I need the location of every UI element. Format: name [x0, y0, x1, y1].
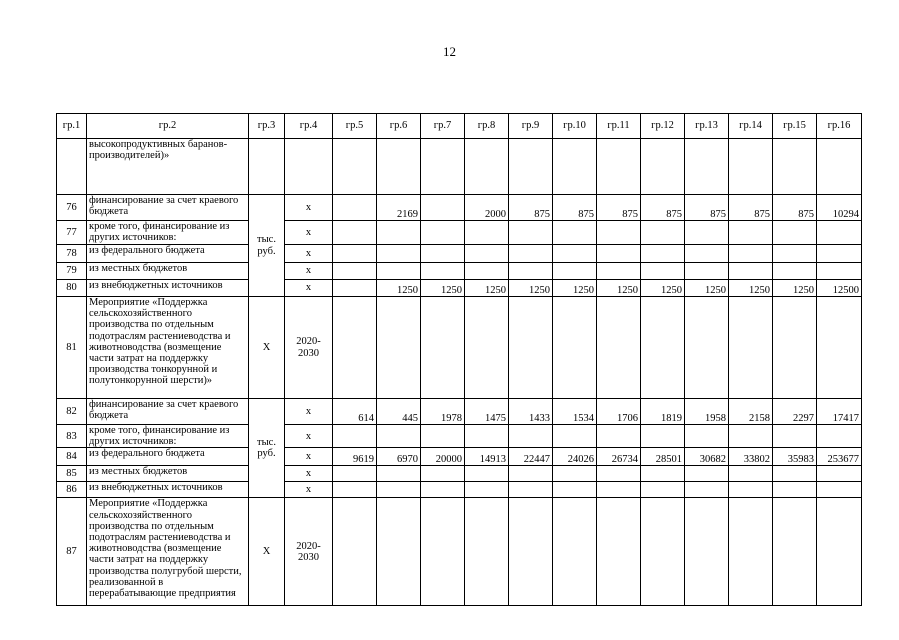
value-cell: [421, 195, 465, 221]
value-cell: [509, 466, 553, 482]
value-cell: [509, 245, 553, 263]
value-cell: [553, 245, 597, 263]
column-header: гр.10: [553, 114, 597, 139]
value-cell: [377, 245, 421, 263]
table-row: [57, 245, 862, 263]
value-cell: 1250: [685, 280, 729, 297]
cell: [333, 139, 377, 195]
table-row: [57, 139, 862, 195]
cell: [641, 139, 685, 195]
row-description: из федерального бюджета: [87, 448, 249, 466]
value-cell: [817, 297, 862, 399]
value-cell: 1250: [465, 280, 509, 297]
value-cell: 9619: [333, 448, 377, 466]
value-cell: [333, 297, 377, 399]
value-cell: [421, 466, 465, 482]
value-cell: [773, 482, 817, 498]
value-cell: 875: [553, 195, 597, 221]
value-cell: 35983: [773, 448, 817, 466]
row-number: 76: [57, 195, 87, 221]
value-cell: [773, 245, 817, 263]
table-row: [57, 221, 862, 245]
value-cell: 875: [597, 195, 641, 221]
value-cell: 1250: [509, 280, 553, 297]
row-description: финансирование за счет краевого бюджета: [87, 195, 249, 221]
value-cell: [817, 263, 862, 280]
header-row: [57, 114, 862, 139]
value-cell: [421, 425, 465, 448]
value-cell: [333, 195, 377, 221]
value-cell: [465, 297, 509, 399]
row-number: 86: [57, 482, 87, 498]
value-cell: [465, 263, 509, 280]
value-cell: 28501: [641, 448, 685, 466]
table-row: [57, 482, 862, 498]
value-cell: 2169: [377, 195, 421, 221]
value-cell: [641, 498, 685, 606]
value-cell: 1250: [421, 280, 465, 297]
value-cell: 2297: [773, 399, 817, 425]
table-row: [57, 466, 862, 482]
row-description: высокопродуктивных баранов-производителей)»: [87, 139, 249, 195]
value-cell: [465, 498, 509, 606]
value-cell: [597, 297, 641, 399]
unit-cell: тыс. руб.: [249, 195, 285, 297]
cell: [377, 139, 421, 195]
cell: [597, 139, 641, 195]
value-cell: 1250: [597, 280, 641, 297]
value-cell: [641, 425, 685, 448]
cell: [249, 139, 285, 195]
x-mark: х: [285, 448, 333, 466]
value-cell: 1958: [685, 399, 729, 425]
value-cell: [553, 482, 597, 498]
value-cell: [773, 498, 817, 606]
value-cell: [553, 498, 597, 606]
value-cell: [641, 482, 685, 498]
value-cell: [773, 297, 817, 399]
value-cell: [421, 263, 465, 280]
value-cell: 445: [377, 399, 421, 425]
value-cell: [597, 498, 641, 606]
value-cell: [729, 297, 773, 399]
value-cell: [333, 280, 377, 297]
value-cell: [729, 245, 773, 263]
x-mark: х: [285, 466, 333, 482]
value-cell: [685, 245, 729, 263]
value-cell: [641, 466, 685, 482]
unit-cell: тыс. руб.: [249, 399, 285, 498]
value-cell: [509, 263, 553, 280]
cell: [729, 139, 773, 195]
value-cell: 1250: [641, 280, 685, 297]
value-cell: [553, 263, 597, 280]
value-cell: [377, 263, 421, 280]
value-cell: 875: [685, 195, 729, 221]
value-cell: [509, 297, 553, 399]
row-number: [57, 139, 87, 195]
row-number: 80: [57, 280, 87, 297]
value-cell: 12500: [817, 280, 862, 297]
value-cell: [685, 297, 729, 399]
value-cell: [773, 263, 817, 280]
page-number: 12: [443, 44, 456, 59]
value-cell: [421, 221, 465, 245]
row-number: 85: [57, 466, 87, 482]
column-header: гр.16: [817, 114, 862, 139]
value-cell: 875: [641, 195, 685, 221]
value-cell: [597, 466, 641, 482]
x-mark: х: [285, 280, 333, 297]
table-row: [57, 399, 862, 425]
cell: [817, 139, 862, 195]
value-cell: [773, 466, 817, 482]
column-header: гр.1: [57, 114, 87, 139]
value-cell: 2158: [729, 399, 773, 425]
value-cell: [773, 425, 817, 448]
value-cell: [509, 498, 553, 606]
value-cell: [377, 466, 421, 482]
value-cell: [553, 425, 597, 448]
value-cell: [333, 466, 377, 482]
value-cell: [597, 263, 641, 280]
value-cell: [685, 425, 729, 448]
column-header: гр.3: [249, 114, 285, 139]
table-body: [57, 114, 862, 606]
value-cell: [817, 498, 862, 606]
value-cell: [641, 245, 685, 263]
value-cell: 26734: [597, 448, 641, 466]
value-cell: [597, 245, 641, 263]
value-cell: 1475: [465, 399, 509, 425]
row-description: Мероприятие «Поддержка сельскохозяйственного производства по отдельным подотраслям растениеводства и животноводства (возмещение части затрат на поддержку производства тонкорунной и полутонкорунной шерсти)»: [87, 297, 249, 399]
value-cell: [597, 221, 641, 245]
value-cell: [377, 297, 421, 399]
value-cell: [333, 498, 377, 606]
x-mark: х: [285, 245, 333, 263]
column-header: гр.7: [421, 114, 465, 139]
row-description: кроме того, финансирование из других источников:: [87, 221, 249, 245]
value-cell: [685, 466, 729, 482]
value-cell: [377, 221, 421, 245]
table-row: [57, 498, 862, 606]
value-cell: [597, 425, 641, 448]
table-row: [57, 425, 862, 448]
value-cell: [597, 482, 641, 498]
row-description: Мероприятие «Поддержка сельскохозяйственного производства по отдельным подотраслям растениеводства и животноводства (возмещение части затрат на поддержку производства полугрубой шерсти, реализованной в перерабатывающие предприятия: [87, 498, 249, 606]
value-cell: [641, 263, 685, 280]
row-number: 83: [57, 425, 87, 448]
value-cell: [465, 482, 509, 498]
table-row: [57, 195, 862, 221]
value-cell: [333, 245, 377, 263]
value-cell: 875: [773, 195, 817, 221]
value-cell: [729, 498, 773, 606]
value-cell: [729, 466, 773, 482]
row-description: из внебюджетных источников: [87, 482, 249, 498]
column-header: гр.11: [597, 114, 641, 139]
value-cell: [333, 263, 377, 280]
value-cell: [509, 221, 553, 245]
cell: [685, 139, 729, 195]
column-header: гр.4: [285, 114, 333, 139]
value-cell: 22447: [509, 448, 553, 466]
column-header: гр.14: [729, 114, 773, 139]
value-cell: [421, 498, 465, 606]
value-cell: [421, 482, 465, 498]
column-header: гр.15: [773, 114, 817, 139]
table-row: [57, 297, 862, 399]
value-cell: 33802: [729, 448, 773, 466]
table-row: [57, 263, 862, 280]
value-cell: 14913: [465, 448, 509, 466]
value-cell: 875: [729, 195, 773, 221]
value-cell: 1250: [729, 280, 773, 297]
value-cell: [553, 466, 597, 482]
x-mark: х: [285, 399, 333, 425]
value-cell: [421, 245, 465, 263]
value-cell: 1250: [377, 280, 421, 297]
value-cell: [729, 425, 773, 448]
value-cell: [377, 482, 421, 498]
x-mark: Х: [249, 498, 285, 606]
budget-table: [56, 113, 862, 606]
value-cell: 1534: [553, 399, 597, 425]
table-row: [57, 280, 862, 297]
value-cell: 1978: [421, 399, 465, 425]
value-cell: 1433: [509, 399, 553, 425]
column-header: гр.6: [377, 114, 421, 139]
row-description: кроме того, финансирование из других источников:: [87, 425, 249, 448]
value-cell: [509, 482, 553, 498]
row-number: 79: [57, 263, 87, 280]
value-cell: 17417: [817, 399, 862, 425]
x-mark: Х: [249, 297, 285, 399]
value-cell: 30682: [685, 448, 729, 466]
row-description: из местных бюджетов: [87, 263, 249, 280]
column-header: гр.8: [465, 114, 509, 139]
period-cell: 2020-2030: [285, 297, 333, 399]
value-cell: [817, 221, 862, 245]
value-cell: [333, 482, 377, 498]
value-cell: [377, 498, 421, 606]
value-cell: [465, 221, 509, 245]
cell: [509, 139, 553, 195]
value-cell: [729, 221, 773, 245]
row-number: 81: [57, 297, 87, 399]
value-cell: [685, 221, 729, 245]
value-cell: [685, 482, 729, 498]
value-cell: [421, 297, 465, 399]
column-header: гр.13: [685, 114, 729, 139]
value-cell: [817, 482, 862, 498]
value-cell: 1250: [553, 280, 597, 297]
table-row: [57, 448, 862, 466]
value-cell: [773, 221, 817, 245]
row-number: 78: [57, 245, 87, 263]
row-description: из внебюджетных источников: [87, 280, 249, 297]
value-cell: [509, 425, 553, 448]
column-header: гр.9: [509, 114, 553, 139]
value-cell: [729, 482, 773, 498]
value-cell: 6970: [377, 448, 421, 466]
value-cell: [377, 425, 421, 448]
period-cell: 2020-2030: [285, 498, 333, 606]
x-mark: х: [285, 482, 333, 498]
row-number: 82: [57, 399, 87, 425]
value-cell: 875: [509, 195, 553, 221]
row-description: из местных бюджетов: [87, 466, 249, 482]
column-header: гр.12: [641, 114, 685, 139]
row-number: 87: [57, 498, 87, 606]
column-header: гр.5: [333, 114, 377, 139]
value-cell: [685, 263, 729, 280]
cell: [285, 139, 333, 195]
value-cell: [465, 425, 509, 448]
x-mark: х: [285, 195, 333, 221]
row-description: из федерального бюджета: [87, 245, 249, 263]
value-cell: 20000: [421, 448, 465, 466]
value-cell: [333, 425, 377, 448]
value-cell: [729, 263, 773, 280]
value-cell: [553, 221, 597, 245]
x-mark: х: [285, 425, 333, 448]
value-cell: [817, 425, 862, 448]
cell: [421, 139, 465, 195]
value-cell: [685, 498, 729, 606]
value-cell: [641, 297, 685, 399]
value-cell: 1250: [773, 280, 817, 297]
value-cell: 1706: [597, 399, 641, 425]
row-number: 84: [57, 448, 87, 466]
value-cell: [641, 221, 685, 245]
value-cell: 10294: [817, 195, 862, 221]
column-header: гр.2: [87, 114, 249, 139]
x-mark: х: [285, 263, 333, 280]
cell: [553, 139, 597, 195]
row-number: 77: [57, 221, 87, 245]
value-cell: [333, 221, 377, 245]
value-cell: [817, 466, 862, 482]
value-cell: 1819: [641, 399, 685, 425]
x-mark: х: [285, 221, 333, 245]
value-cell: [817, 245, 862, 263]
value-cell: 614: [333, 399, 377, 425]
value-cell: [553, 297, 597, 399]
value-cell: 2000: [465, 195, 509, 221]
value-cell: 24026: [553, 448, 597, 466]
value-cell: 253677: [817, 448, 862, 466]
value-cell: [465, 466, 509, 482]
cell: [465, 139, 509, 195]
row-description: финансирование за счет краевого бюджета: [87, 399, 249, 425]
cell: [773, 139, 817, 195]
value-cell: [465, 245, 509, 263]
